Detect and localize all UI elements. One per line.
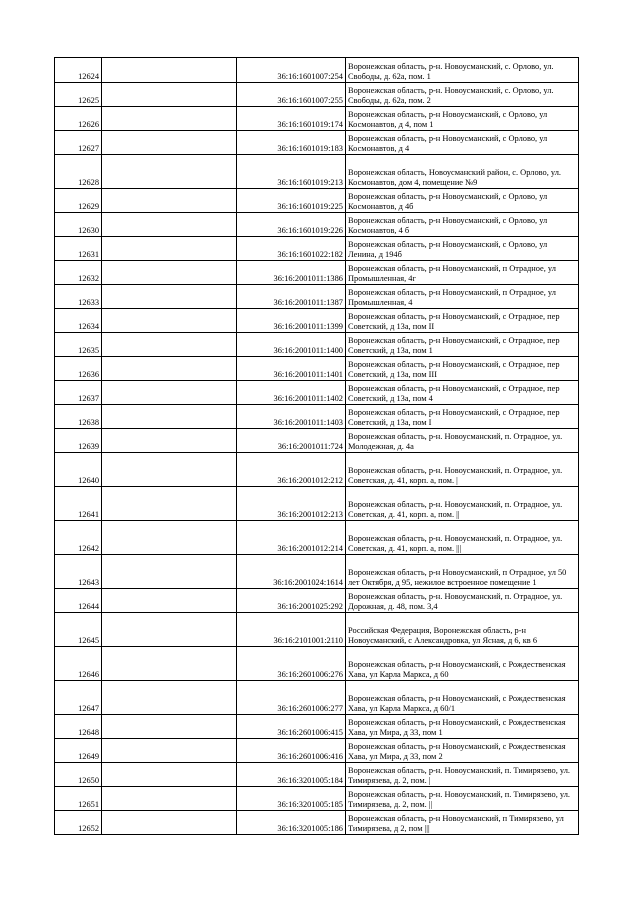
cadastral-number-cell: 36:16:1601019:213 — [237, 155, 346, 189]
address-cell: Воронежская область, р-н Новоусманский, п Отрадное, ул 50 лет Октября, д 95, нежилое встроенное помещение 1 — [346, 555, 579, 589]
empty-cell — [102, 453, 237, 487]
empty-cell — [102, 285, 237, 309]
address-cell: Воронежская область, р-н. Новоусманский, п. Отрадное, ул. Советская, д. 41, корп. а, пом. ||| — [346, 521, 579, 555]
table-row — [55, 309, 579, 333]
row-number-cell: 12642 — [55, 521, 102, 555]
table-row — [55, 647, 579, 681]
empty-cell — [102, 189, 237, 213]
table-row — [55, 58, 579, 83]
table-row — [55, 83, 579, 107]
table-row — [55, 429, 579, 453]
row-number-cell: 12634 — [55, 309, 102, 333]
cadastral-number-cell: 36:16:2601006:415 — [237, 715, 346, 739]
cadastral-number-cell: 36:16:2001011:1386 — [237, 261, 346, 285]
address-cell: Воронежская область, р-н Новоусманский, с Орлово, ул Космонавтов, д 4, пом 1 — [346, 107, 579, 131]
row-number-cell: 12632 — [55, 261, 102, 285]
table-row — [55, 357, 579, 381]
table-row — [55, 589, 579, 613]
table-row — [55, 381, 579, 405]
address-cell: Воронежская область, р-н Новоусманский, с Рождественская Хава, ул Карла Маркса, д 60 — [346, 647, 579, 681]
empty-cell — [102, 405, 237, 429]
cadastral-number-cell: 36:16:2001011:1387 — [237, 285, 346, 309]
empty-cell — [102, 309, 237, 333]
address-cell: Воронежская область, р-н Новоусманский, п Тимирязево, ул Тимирязева, д 2, пом ||| — [346, 811, 579, 835]
address-cell: Воронежская область, р-н Новоусманский, с Рождественская Хава, ул Мира, д 33, пом 2 — [346, 739, 579, 763]
cadastral-number-cell: 36:16:1601019:226 — [237, 213, 346, 237]
address-cell: Воронежская область, р-н Новоусманский, с Рождественская Хава, ул Мира, д 33, пом 1 — [346, 715, 579, 739]
address-cell: Воронежская область, р-н. Новоусманский, п. Тимирязево, ул. Тимирязева, д. 2, пом. || — [346, 787, 579, 811]
row-number-cell: 12633 — [55, 285, 102, 309]
cadastral-number-cell: 36:16:2001011:1400 — [237, 333, 346, 357]
address-cell: Воронежская область, Новоусманский район, с. Орлово, ул. Космонавтов, дом 4, помещение №9 — [346, 155, 579, 189]
table-row — [55, 285, 579, 309]
address-cell: Воронежская область, р-н. Новоусманский, п. Отрадное, ул. Советская, д. 41, корп. а, пом. | — [346, 453, 579, 487]
row-number-cell: 12637 — [55, 381, 102, 405]
table-row — [55, 453, 579, 487]
row-number-cell: 12647 — [55, 681, 102, 715]
cadastral-number-cell: 36:16:3201005:186 — [237, 811, 346, 835]
empty-cell — [102, 357, 237, 381]
row-number-cell: 12640 — [55, 453, 102, 487]
table-row — [55, 155, 579, 189]
table-row — [55, 811, 579, 835]
table-row — [55, 739, 579, 763]
address-cell: Воронежская область, р-н Новоусманский, с Отрадное, пер Советский, д 13а, пом 1 — [346, 333, 579, 357]
cadastral-number-cell: 36:16:2001024:1614 — [237, 555, 346, 589]
empty-cell — [102, 213, 237, 237]
table-row — [55, 213, 579, 237]
row-number-cell: 12638 — [55, 405, 102, 429]
row-number-cell: 12629 — [55, 189, 102, 213]
address-cell: Воронежская область, р-н Новоусманский, п Отрадное, ул Промышленная, 4 — [346, 285, 579, 309]
row-number-cell: 12625 — [55, 83, 102, 107]
address-cell: Воронежская область, р-н. Новоусманский, п. Отрадное, ул. Дорожная, д. 48, пом. 3,4 — [346, 589, 579, 613]
empty-cell — [102, 131, 237, 155]
table-row — [55, 107, 579, 131]
empty-cell — [102, 155, 237, 189]
cadastral-number-cell: 36:16:2001011:1403 — [237, 405, 346, 429]
cadastral-number-cell: 36:16:2601006:416 — [237, 739, 346, 763]
address-cell: Воронежская область, р-н. Новоусманский, п. Отрадное, ул. Советская, д. 41, корп. а, пом. || — [346, 487, 579, 521]
row-number-cell: 12651 — [55, 787, 102, 811]
cadastral-number-cell: 36:16:2001025:292 — [237, 589, 346, 613]
cadastral-number-cell: 36:16:2601006:277 — [237, 681, 346, 715]
address-cell: Воронежская область, р-н. Новоусманский, с. Орлово, ул. Свободы, д. 62а, пом. 1 — [346, 58, 579, 83]
address-cell: Воронежская область, р-н. Новоусманский, п. Отрадное, ул. Молодежная, д. 4а — [346, 429, 579, 453]
registry-table — [54, 57, 579, 835]
empty-cell — [102, 58, 237, 83]
cadastral-number-cell: 36:16:2001011:1402 — [237, 381, 346, 405]
table-row — [55, 613, 579, 647]
table-row — [55, 487, 579, 521]
table-row — [55, 333, 579, 357]
empty-cell — [102, 333, 237, 357]
address-cell: Воронежская область, р-н Новоусманский, с Рождественская Хава, ул Карла Маркса, д 60/1 — [346, 681, 579, 715]
address-cell: Воронежская область, р-н Новоусманский, с Орлово, ул Космонавтов, д 4б — [346, 189, 579, 213]
address-cell: Воронежская область, р-н Новоусманский, с Отрадное, пер Советский, д 13а, пом 4 — [346, 381, 579, 405]
cadastral-number-cell: 36:16:1601019:225 — [237, 189, 346, 213]
table-row — [55, 763, 579, 787]
cadastral-number-cell: 36:16:3201005:184 — [237, 763, 346, 787]
address-cell: Воронежская область, р-н Новоусманский, с Орлово, ул Ленина, д 194б — [346, 237, 579, 261]
empty-cell — [102, 681, 237, 715]
table-row — [55, 681, 579, 715]
address-cell: Воронежская область, р-н. Новоусманский, с. Орлово, ул. Свободы, д. 62а, пом. 2 — [346, 83, 579, 107]
row-number-cell: 12648 — [55, 715, 102, 739]
registry-table-body — [55, 58, 579, 835]
empty-cell — [102, 237, 237, 261]
empty-cell — [102, 763, 237, 787]
cadastral-number-cell: 36:16:3201005:185 — [237, 787, 346, 811]
cadastral-number-cell: 36:16:1601007:255 — [237, 83, 346, 107]
cadastral-number-cell: 36:16:1601019:183 — [237, 131, 346, 155]
empty-cell — [102, 107, 237, 131]
row-number-cell: 12644 — [55, 589, 102, 613]
row-number-cell: 12639 — [55, 429, 102, 453]
address-cell: Российская Федерация, Воронежская область, р-н Новоусманский, с Александровка, ул Ясная, д 6, кв 6 — [346, 613, 579, 647]
table-row — [55, 261, 579, 285]
table-row — [55, 237, 579, 261]
row-number-cell: 12646 — [55, 647, 102, 681]
row-number-cell: 12635 — [55, 333, 102, 357]
table-row — [55, 715, 579, 739]
cadastral-number-cell: 36:16:2001012:212 — [237, 453, 346, 487]
address-cell: Воронежская область, р-н Новоусманский, п Отрадное, ул Промышленная, 4г — [346, 261, 579, 285]
empty-cell — [102, 739, 237, 763]
table-row — [55, 521, 579, 555]
cadastral-number-cell: 36:16:2001012:214 — [237, 521, 346, 555]
cadastral-number-cell: 36:16:1601007:254 — [237, 58, 346, 83]
cadastral-number-cell: 36:16:2001011:1399 — [237, 309, 346, 333]
empty-cell — [102, 83, 237, 107]
cadastral-number-cell: 36:16:2001012:213 — [237, 487, 346, 521]
address-cell: Воронежская область, р-н Новоусманский, с Отрадное, пер Советский, д 13а, пом II — [346, 309, 579, 333]
address-cell: Воронежская область, р-н Новоусманский, с Орлово, ул Космонавтов, 4 б — [346, 213, 579, 237]
row-number-cell: 12650 — [55, 763, 102, 787]
row-number-cell: 12649 — [55, 739, 102, 763]
row-number-cell: 12631 — [55, 237, 102, 261]
address-cell: Воронежская область, р-н Новоусманский, с Орлово, ул Космонавтов, д 4 — [346, 131, 579, 155]
address-cell: Воронежская область, р-н. Новоусманский, п. Тимирязево, ул. Тимирязева, д. 2, пом. | — [346, 763, 579, 787]
empty-cell — [102, 647, 237, 681]
row-number-cell: 12652 — [55, 811, 102, 835]
table-row — [55, 405, 579, 429]
table-row — [55, 131, 579, 155]
row-number-cell: 12641 — [55, 487, 102, 521]
empty-cell — [102, 589, 237, 613]
row-number-cell: 12636 — [55, 357, 102, 381]
row-number-cell: 12645 — [55, 613, 102, 647]
address-cell: Воронежская область, р-н Новоусманский, с Отрадное, пер Советский, д 13а, пом III — [346, 357, 579, 381]
row-number-cell: 12630 — [55, 213, 102, 237]
table-row — [55, 555, 579, 589]
empty-cell — [102, 429, 237, 453]
cadastral-number-cell: 36:16:2001011:1401 — [237, 357, 346, 381]
row-number-cell: 12628 — [55, 155, 102, 189]
table-row — [55, 189, 579, 213]
cadastral-number-cell: 36:16:1601022:182 — [237, 237, 346, 261]
row-number-cell: 12643 — [55, 555, 102, 589]
cadastral-number-cell: 36:16:2101001:2110 — [237, 613, 346, 647]
row-number-cell: 12627 — [55, 131, 102, 155]
empty-cell — [102, 555, 237, 589]
cadastral-number-cell: 36:16:1601019:174 — [237, 107, 346, 131]
address-cell: Воронежская область, р-н Новоусманский, с Отрадное, пер Советский, д 13а, пом I — [346, 405, 579, 429]
empty-cell — [102, 811, 237, 835]
row-number-cell: 12626 — [55, 107, 102, 131]
empty-cell — [102, 613, 237, 647]
empty-cell — [102, 521, 237, 555]
empty-cell — [102, 261, 237, 285]
table-row — [55, 787, 579, 811]
empty-cell — [102, 715, 237, 739]
cadastral-number-cell: 36:16:2001011:724 — [237, 429, 346, 453]
empty-cell — [102, 487, 237, 521]
empty-cell — [102, 381, 237, 405]
empty-cell — [102, 787, 237, 811]
row-number-cell: 12624 — [55, 58, 102, 83]
cadastral-number-cell: 36:16:2601006:276 — [237, 647, 346, 681]
